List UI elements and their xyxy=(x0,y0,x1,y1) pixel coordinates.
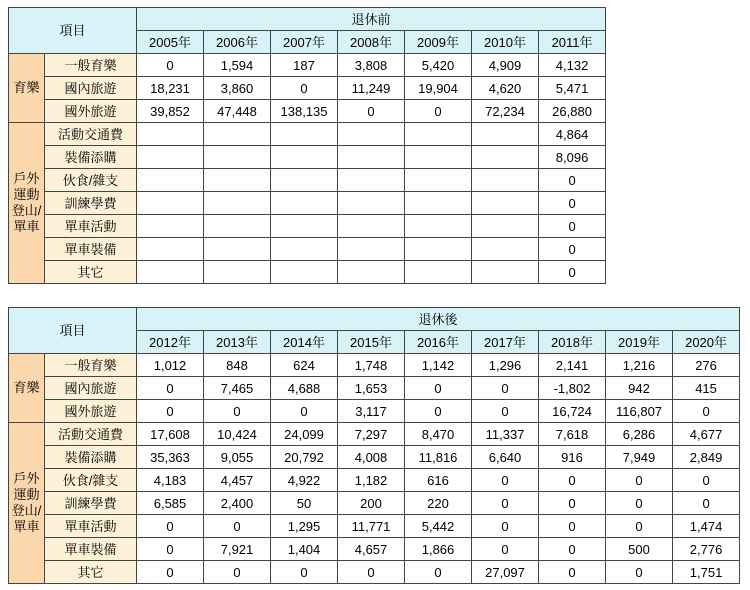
value-cell xyxy=(405,123,472,146)
year-header: 2006年 xyxy=(204,31,271,54)
value-cell xyxy=(137,169,204,192)
value-cell: 0 xyxy=(137,377,204,400)
value-cell: 18,231 xyxy=(137,77,204,100)
table-row xyxy=(9,77,606,100)
value-cell: 27,097 xyxy=(472,561,539,584)
table-row xyxy=(9,492,740,515)
value-cell: 72,234 xyxy=(472,100,539,123)
value-cell: 1,748 xyxy=(338,354,405,377)
value-cell: 0 xyxy=(539,261,606,284)
table-row xyxy=(9,261,606,284)
value-cell: 0 xyxy=(673,492,740,515)
table-row xyxy=(9,469,740,492)
table-row xyxy=(9,377,740,400)
value-cell: 0 xyxy=(472,492,539,515)
value-cell: 6,640 xyxy=(472,446,539,469)
value-cell: -1,802 xyxy=(539,377,606,400)
value-cell: 3,117 xyxy=(338,400,405,423)
value-cell: 0 xyxy=(472,469,539,492)
value-cell: 0 xyxy=(271,77,338,100)
value-cell: 200 xyxy=(338,492,405,515)
table-row xyxy=(9,561,740,584)
value-cell xyxy=(271,261,338,284)
value-cell: 4,864 xyxy=(539,123,606,146)
value-cell xyxy=(271,215,338,238)
row-label: 其它 xyxy=(45,561,137,584)
value-cell xyxy=(472,192,539,215)
value-cell: 0 xyxy=(472,515,539,538)
value-cell xyxy=(137,238,204,261)
row-label: 訓練學費 xyxy=(45,192,137,215)
value-cell: 1,216 xyxy=(606,354,673,377)
row-label: 裝備添購 xyxy=(45,446,137,469)
value-cell xyxy=(338,261,405,284)
value-cell: 1,404 xyxy=(271,538,338,561)
year-header: 2019年 xyxy=(606,331,673,354)
value-cell: 11,816 xyxy=(405,446,472,469)
value-cell: 1,142 xyxy=(405,354,472,377)
value-cell: 11,337 xyxy=(472,423,539,446)
value-cell: 138,135 xyxy=(271,100,338,123)
value-cell: 0 xyxy=(606,515,673,538)
value-cell: 16,724 xyxy=(539,400,606,423)
row-label: 單車裝備 xyxy=(45,538,137,561)
value-cell: 616 xyxy=(405,469,472,492)
value-cell: 0 xyxy=(137,538,204,561)
value-cell: 2,400 xyxy=(204,492,271,515)
value-cell: 3,860 xyxy=(204,77,271,100)
row-label: 伙食/雜支 xyxy=(45,469,137,492)
value-cell: 0 xyxy=(405,100,472,123)
year-header: 2014年 xyxy=(271,331,338,354)
value-cell: 0 xyxy=(405,561,472,584)
period-header: 退休後 xyxy=(137,308,740,331)
year-header: 2008年 xyxy=(338,31,405,54)
value-cell: 848 xyxy=(204,354,271,377)
row-label: 單車活動 xyxy=(45,515,137,538)
value-cell xyxy=(472,238,539,261)
value-cell: 0 xyxy=(137,54,204,77)
row-label: 活動交通費 xyxy=(45,423,137,446)
value-cell: 20,792 xyxy=(271,446,338,469)
value-cell xyxy=(338,192,405,215)
item-header: 項目 xyxy=(9,308,137,354)
value-cell xyxy=(204,123,271,146)
year-header: 2020年 xyxy=(673,331,740,354)
value-cell xyxy=(271,123,338,146)
value-cell: 4,620 xyxy=(472,77,539,100)
value-cell: 0 xyxy=(539,538,606,561)
value-cell: 5,442 xyxy=(405,515,472,538)
value-cell xyxy=(472,123,539,146)
post-retirement-table xyxy=(8,307,740,584)
value-cell: 0 xyxy=(204,400,271,423)
value-cell xyxy=(472,146,539,169)
value-cell xyxy=(204,261,271,284)
value-cell: 0 xyxy=(673,469,740,492)
value-cell: 0 xyxy=(606,492,673,515)
value-cell: 35,363 xyxy=(137,446,204,469)
value-cell: 942 xyxy=(606,377,673,400)
value-cell: 0 xyxy=(472,377,539,400)
value-cell xyxy=(472,261,539,284)
value-cell: 6,585 xyxy=(137,492,204,515)
value-cell: 4,688 xyxy=(271,377,338,400)
value-cell: 1,295 xyxy=(271,515,338,538)
value-cell: 4,183 xyxy=(137,469,204,492)
value-cell: 0 xyxy=(405,377,472,400)
row-label: 一般育樂 xyxy=(45,354,137,377)
value-cell: 8,470 xyxy=(405,423,472,446)
year-header: 2010年 xyxy=(472,31,539,54)
value-cell: 4,457 xyxy=(204,469,271,492)
year-header: 2017年 xyxy=(472,331,539,354)
value-cell xyxy=(338,215,405,238)
value-cell: 4,657 xyxy=(338,538,405,561)
value-cell: 187 xyxy=(271,54,338,77)
value-cell: 47,448 xyxy=(204,100,271,123)
value-cell: 0 xyxy=(137,400,204,423)
value-cell: 1,474 xyxy=(673,515,740,538)
row-label: 國外旅遊 xyxy=(45,100,137,123)
row-label: 國內旅遊 xyxy=(45,77,137,100)
value-cell: 11,771 xyxy=(338,515,405,538)
value-cell: 2,849 xyxy=(673,446,740,469)
value-cell: 9,055 xyxy=(204,446,271,469)
value-cell xyxy=(137,215,204,238)
value-cell xyxy=(472,215,539,238)
value-cell: 3,808 xyxy=(338,54,405,77)
value-cell xyxy=(137,192,204,215)
value-cell: 0 xyxy=(472,400,539,423)
value-cell: 4,132 xyxy=(539,54,606,77)
value-cell: 8,096 xyxy=(539,146,606,169)
value-cell xyxy=(405,238,472,261)
row-label: 國外旅遊 xyxy=(45,400,137,423)
value-cell: 0 xyxy=(271,561,338,584)
value-cell: 7,949 xyxy=(606,446,673,469)
value-cell: 0 xyxy=(271,400,338,423)
group-label: 戶外運動登山/單車 xyxy=(9,423,45,584)
year-header: 2016年 xyxy=(405,331,472,354)
value-cell: 1,751 xyxy=(673,561,740,584)
value-cell: 7,297 xyxy=(338,423,405,446)
item-header: 項目 xyxy=(9,8,137,54)
year-header: 2018年 xyxy=(539,331,606,354)
value-cell xyxy=(405,192,472,215)
value-cell: 4,677 xyxy=(673,423,740,446)
table-row xyxy=(9,515,740,538)
group-label: 戶外運動登山/單車 xyxy=(9,123,45,284)
value-cell: 7,921 xyxy=(204,538,271,561)
table-row xyxy=(9,238,606,261)
value-cell: 0 xyxy=(673,400,740,423)
value-cell xyxy=(405,261,472,284)
value-cell xyxy=(204,215,271,238)
value-cell: 5,471 xyxy=(539,77,606,100)
table-row xyxy=(9,400,740,423)
value-cell: 916 xyxy=(539,446,606,469)
value-cell: 0 xyxy=(539,515,606,538)
period-header: 退休前 xyxy=(137,8,606,31)
group-label: 育樂 xyxy=(9,354,45,423)
value-cell xyxy=(405,215,472,238)
value-cell xyxy=(137,146,204,169)
value-cell xyxy=(338,146,405,169)
year-header: 2011年 xyxy=(539,31,606,54)
row-label: 一般育樂 xyxy=(45,54,137,77)
year-header: 2015年 xyxy=(338,331,405,354)
value-cell: 4,909 xyxy=(472,54,539,77)
value-cell: 500 xyxy=(606,538,673,561)
value-cell: 1,296 xyxy=(472,354,539,377)
value-cell: 39,852 xyxy=(137,100,204,123)
value-cell: 5,420 xyxy=(405,54,472,77)
value-cell xyxy=(338,238,405,261)
value-cell xyxy=(137,261,204,284)
value-cell: 1,594 xyxy=(204,54,271,77)
value-cell: 17,608 xyxy=(137,423,204,446)
value-cell: 0 xyxy=(204,561,271,584)
row-label: 伙食/雜支 xyxy=(45,169,137,192)
value-cell: 220 xyxy=(405,492,472,515)
value-cell: 4,008 xyxy=(338,446,405,469)
value-cell: 0 xyxy=(539,469,606,492)
value-cell: 0 xyxy=(405,400,472,423)
value-cell: 0 xyxy=(338,561,405,584)
value-cell: 1,012 xyxy=(137,354,204,377)
value-cell: 0 xyxy=(137,561,204,584)
value-cell: 7,465 xyxy=(204,377,271,400)
value-cell: 1,182 xyxy=(338,469,405,492)
value-cell: 276 xyxy=(673,354,740,377)
value-cell: 7,618 xyxy=(539,423,606,446)
value-cell: 0 xyxy=(539,238,606,261)
pre-retirement-table xyxy=(8,7,606,284)
value-cell: 0 xyxy=(338,100,405,123)
year-header: 2013年 xyxy=(204,331,271,354)
value-cell: 116,807 xyxy=(606,400,673,423)
row-label: 國內旅遊 xyxy=(45,377,137,400)
value-cell: 2,141 xyxy=(539,354,606,377)
value-cell xyxy=(338,123,405,146)
value-cell: 415 xyxy=(673,377,740,400)
value-cell: 0 xyxy=(539,169,606,192)
group-label: 育樂 xyxy=(9,54,45,123)
table-row xyxy=(9,123,606,146)
value-cell xyxy=(204,146,271,169)
row-label: 訓練學費 xyxy=(45,492,137,515)
value-cell: 4,922 xyxy=(271,469,338,492)
table-row xyxy=(9,169,606,192)
row-label: 單車活動 xyxy=(45,215,137,238)
year-header: 2005年 xyxy=(137,31,204,54)
value-cell: 19,904 xyxy=(405,77,472,100)
year-header: 2012年 xyxy=(137,331,204,354)
row-label: 單車裝備 xyxy=(45,238,137,261)
value-cell xyxy=(405,146,472,169)
table-row xyxy=(9,446,740,469)
value-cell: 0 xyxy=(137,515,204,538)
value-cell xyxy=(405,169,472,192)
value-cell: 6,286 xyxy=(606,423,673,446)
value-cell xyxy=(271,169,338,192)
value-cell: 26,880 xyxy=(539,100,606,123)
row-label: 其它 xyxy=(45,261,137,284)
value-cell xyxy=(271,192,338,215)
table-row xyxy=(9,100,606,123)
value-cell: 11,249 xyxy=(338,77,405,100)
row-label: 裝備添購 xyxy=(45,146,137,169)
value-cell: 0 xyxy=(606,561,673,584)
value-cell: 0 xyxy=(472,538,539,561)
table-row xyxy=(9,354,740,377)
value-cell xyxy=(204,238,271,261)
value-cell: 2,776 xyxy=(673,538,740,561)
value-cell xyxy=(204,192,271,215)
value-cell xyxy=(472,169,539,192)
value-cell xyxy=(137,123,204,146)
value-cell xyxy=(338,169,405,192)
table-row xyxy=(9,215,606,238)
value-cell: 1,866 xyxy=(405,538,472,561)
value-cell: 0 xyxy=(539,561,606,584)
value-cell xyxy=(271,238,338,261)
value-cell: 0 xyxy=(539,215,606,238)
value-cell: 0 xyxy=(539,192,606,215)
value-cell: 24,099 xyxy=(271,423,338,446)
value-cell: 0 xyxy=(204,515,271,538)
table-row xyxy=(9,192,606,215)
value-cell: 0 xyxy=(606,469,673,492)
table-row xyxy=(9,54,606,77)
year-header: 2009年 xyxy=(405,31,472,54)
value-cell: 0 xyxy=(539,492,606,515)
table-row xyxy=(9,146,606,169)
row-label: 活動交通費 xyxy=(45,123,137,146)
table-row xyxy=(9,538,740,561)
value-cell xyxy=(204,169,271,192)
year-header: 2007年 xyxy=(271,31,338,54)
value-cell: 624 xyxy=(271,354,338,377)
value-cell: 50 xyxy=(271,492,338,515)
value-cell: 1,653 xyxy=(338,377,405,400)
value-cell: 10,424 xyxy=(204,423,271,446)
table-row xyxy=(9,423,740,446)
value-cell xyxy=(271,146,338,169)
